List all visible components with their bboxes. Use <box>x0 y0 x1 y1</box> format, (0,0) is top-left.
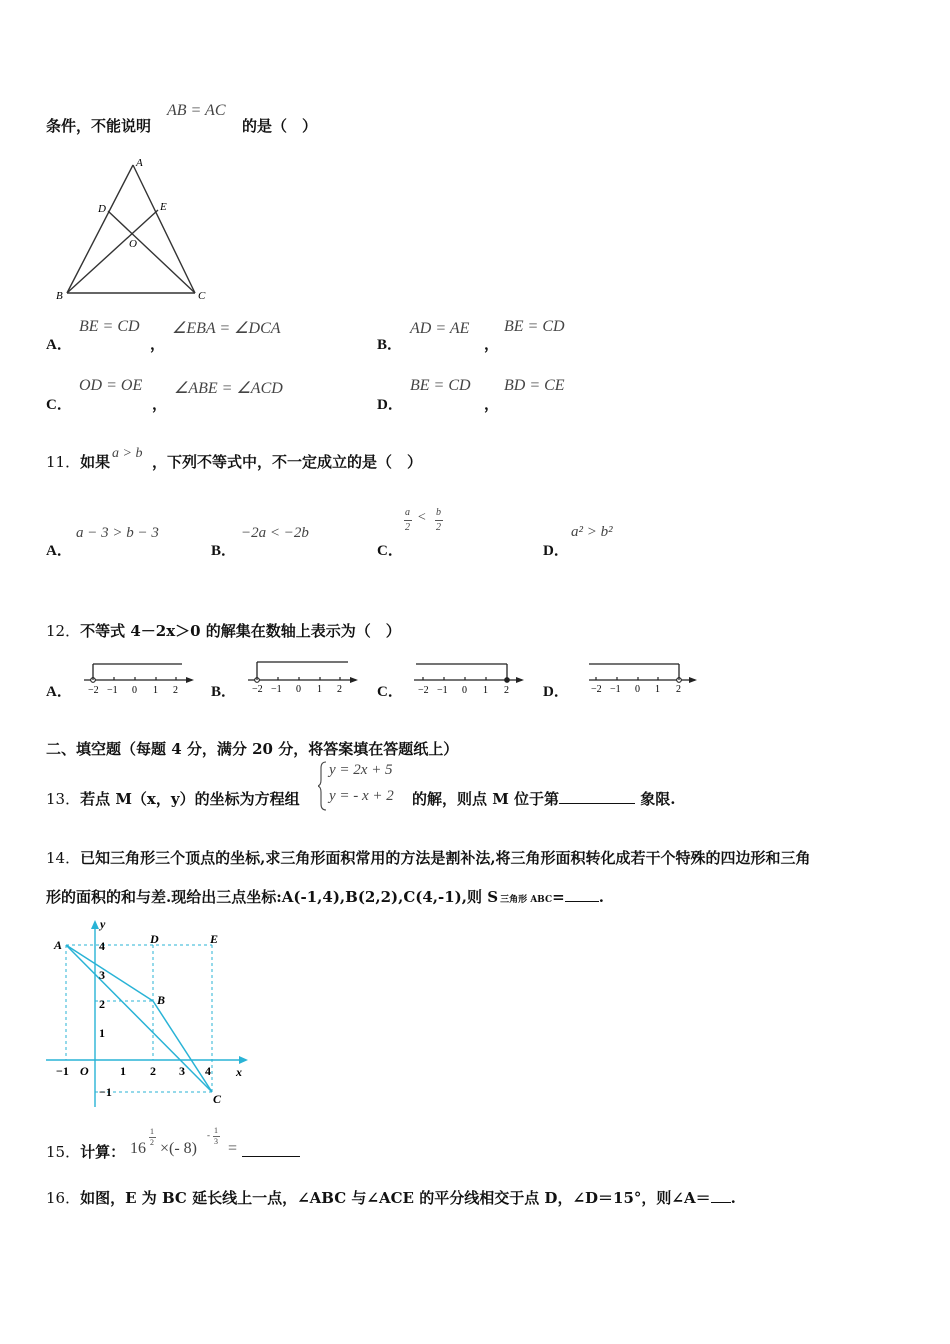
q10-option-b-m2: BE = CD <box>504 318 565 335</box>
svg-text:−1: −1 <box>271 684 282 695</box>
q13-eq2: y = - x + 2 <box>329 788 394 804</box>
q12-option-b-numberline <box>244 652 364 696</box>
q10-suffix: 的是（ ） <box>242 117 318 135</box>
svg-text:B: B <box>157 993 166 1007</box>
svg-text:−1: −1 <box>107 685 118 696</box>
svg-text:D: D <box>150 932 159 946</box>
svg-text:2: 2 <box>337 684 342 695</box>
q11-option-b-expr: −2a < −2b <box>241 525 309 541</box>
q10-comma: ， <box>150 335 166 353</box>
q10-option-c-m2: ∠ABE = ∠ACD <box>174 380 283 397</box>
svg-text:0: 0 <box>635 684 640 695</box>
svg-text:−1: −1 <box>99 1085 112 1099</box>
svg-text:0: 0 <box>462 685 467 696</box>
q11-option-b-letter[interactable]: B． <box>211 543 237 559</box>
q12-option-b-letter[interactable]: B． <box>211 684 237 700</box>
svg-text:0: 0 <box>296 684 301 695</box>
q10-option-d-letter[interactable]: D． <box>377 397 403 413</box>
svg-text:C: C <box>213 1092 222 1106</box>
svg-text:−1: −1 <box>56 1064 69 1078</box>
q10-option-b-letter[interactable]: B． <box>377 337 403 353</box>
svg-text:1: 1 <box>483 685 488 696</box>
svg-text:−1: −1 <box>610 684 621 695</box>
q10-option-a-letter[interactable]: A． <box>46 337 72 353</box>
q10-comma: ， <box>484 395 500 413</box>
q10-intro: 条件，不能说明 <box>46 117 152 135</box>
svg-text:2: 2 <box>504 685 509 696</box>
svg-text:E: E <box>210 932 219 946</box>
q15-answer-blank[interactable] <box>242 1156 300 1157</box>
label-O: O <box>129 238 137 250</box>
q12-option-c-numberline <box>410 652 530 696</box>
svg-text:−2: −2 <box>418 685 429 696</box>
svg-text:0: 0 <box>132 685 137 696</box>
q10-triangle-figure <box>50 150 220 305</box>
svg-text:−2: −2 <box>591 684 602 695</box>
q11-option-a-expr: a − 3 > b − 3 <box>76 525 159 541</box>
q16-stem: 16．如图，E 为 BC 延长线上一点，∠ABC 与∠ACE 的平分线相交于点 D，∠D＝15°，则∠A＝ . <box>46 1189 736 1207</box>
q15-stem: 15．计算： <box>46 1143 126 1161</box>
q16-answer-blank[interactable] <box>711 1202 731 1203</box>
svg-text:2: 2 <box>150 1064 156 1078</box>
q12-stem: 12．不等式 4－2x＞0 的解集在数轴上表示为（ ） <box>46 622 401 640</box>
svg-text:3: 3 <box>99 968 105 982</box>
q10-option-d-m1: BE = CD <box>410 377 471 394</box>
q13-stem: 13．若点 M（x，y）的坐标为方程组 <box>46 790 300 808</box>
q11-option-c-letter[interactable]: C． <box>377 543 403 559</box>
q10-math: AB = AC <box>167 102 226 119</box>
q10-option-b-m1: AD = AE <box>410 320 470 337</box>
q12-option-a-numberline <box>80 652 200 696</box>
q13-eq1: y = 2x + 5 <box>329 762 393 778</box>
svg-text:4: 4 <box>99 939 105 953</box>
svg-text:−2: −2 <box>252 684 263 695</box>
q13-stem-rest: 的解，则点 M 位于第 象限. <box>412 790 676 808</box>
q13-answer-blank[interactable] <box>559 803 635 804</box>
q14-line1: 14．已知三角形三个顶点的坐标,求三角形面积常用的方法是割补法,将三角形面积转化成若干个特殊的四边形和三角 <box>46 849 811 867</box>
q11-option-d-letter[interactable]: D． <box>543 543 569 559</box>
svg-text:2: 2 <box>676 684 681 695</box>
q11-stem-rest: ，下列不等式中，不一定成立的是（ ） <box>152 453 423 471</box>
svg-text:O: O <box>80 1064 89 1078</box>
svg-text:1: 1 <box>153 685 158 696</box>
q12-option-a-letter[interactable]: A． <box>46 684 72 700</box>
label-B: B <box>56 290 63 302</box>
svg-text:1: 1 <box>99 1026 105 1040</box>
svg-text:y: y <box>100 917 106 931</box>
svg-text:−2: −2 <box>88 685 99 696</box>
svg-text:A: A <box>54 938 63 952</box>
svg-text:2: 2 <box>173 685 178 696</box>
svg-text:1: 1 <box>655 684 660 695</box>
q10-option-d-m2: BD = CE <box>504 377 565 394</box>
svg-text:1: 1 <box>120 1064 126 1078</box>
svg-text:x: x <box>236 1065 242 1079</box>
section-2-title: 二、填空题（每题 4 分，满分 20 分，将答案填在答题纸上） <box>46 740 459 758</box>
q11-option-d-expr: a² > b² <box>571 524 613 540</box>
svg-text:1: 1 <box>317 684 322 695</box>
svg-text:2: 2 <box>99 997 105 1011</box>
q10-option-a-m2: ∠EBA = ∠DCA <box>172 320 281 337</box>
q12-option-d-letter[interactable]: D． <box>543 684 569 700</box>
q14-answer-blank[interactable] <box>565 901 599 902</box>
q11-stem: 11．如果 <box>46 453 111 471</box>
q15-expression: 16 1 2 ×(- 8) - 1 3 = <box>130 1126 305 1162</box>
q13-equation-system <box>318 760 410 812</box>
label-E: E <box>160 201 167 213</box>
q11-option-a-letter[interactable]: A． <box>46 543 72 559</box>
q10-option-c-letter[interactable]: C． <box>46 397 72 413</box>
svg-text:−1: −1 <box>437 685 448 696</box>
q11-condition: a > b <box>112 446 143 461</box>
q12-option-d-numberline <box>585 652 705 696</box>
label-C: C <box>198 290 206 302</box>
q11-option-c-expr: a 2 < b 2 <box>405 507 441 533</box>
q12-option-c-letter[interactable]: C． <box>377 684 403 700</box>
label-A: A <box>136 157 143 169</box>
q10-option-a-m1: BE = CD <box>79 318 140 335</box>
q14-line2: 形的面积的和与差.现给出三点坐标:A(-1,4),B(2,2),C(4,-1),则 S 三角形 ABC= . <box>46 888 604 906</box>
q10-comma: ， <box>484 335 500 353</box>
svg-text:3: 3 <box>179 1064 185 1078</box>
q10-comma: ， <box>152 395 168 413</box>
q14-coordinate-graph <box>40 912 260 1112</box>
svg-text:4: 4 <box>205 1064 211 1078</box>
q10-option-c-m1: OD = OE <box>79 377 143 394</box>
label-D: D <box>98 203 106 215</box>
